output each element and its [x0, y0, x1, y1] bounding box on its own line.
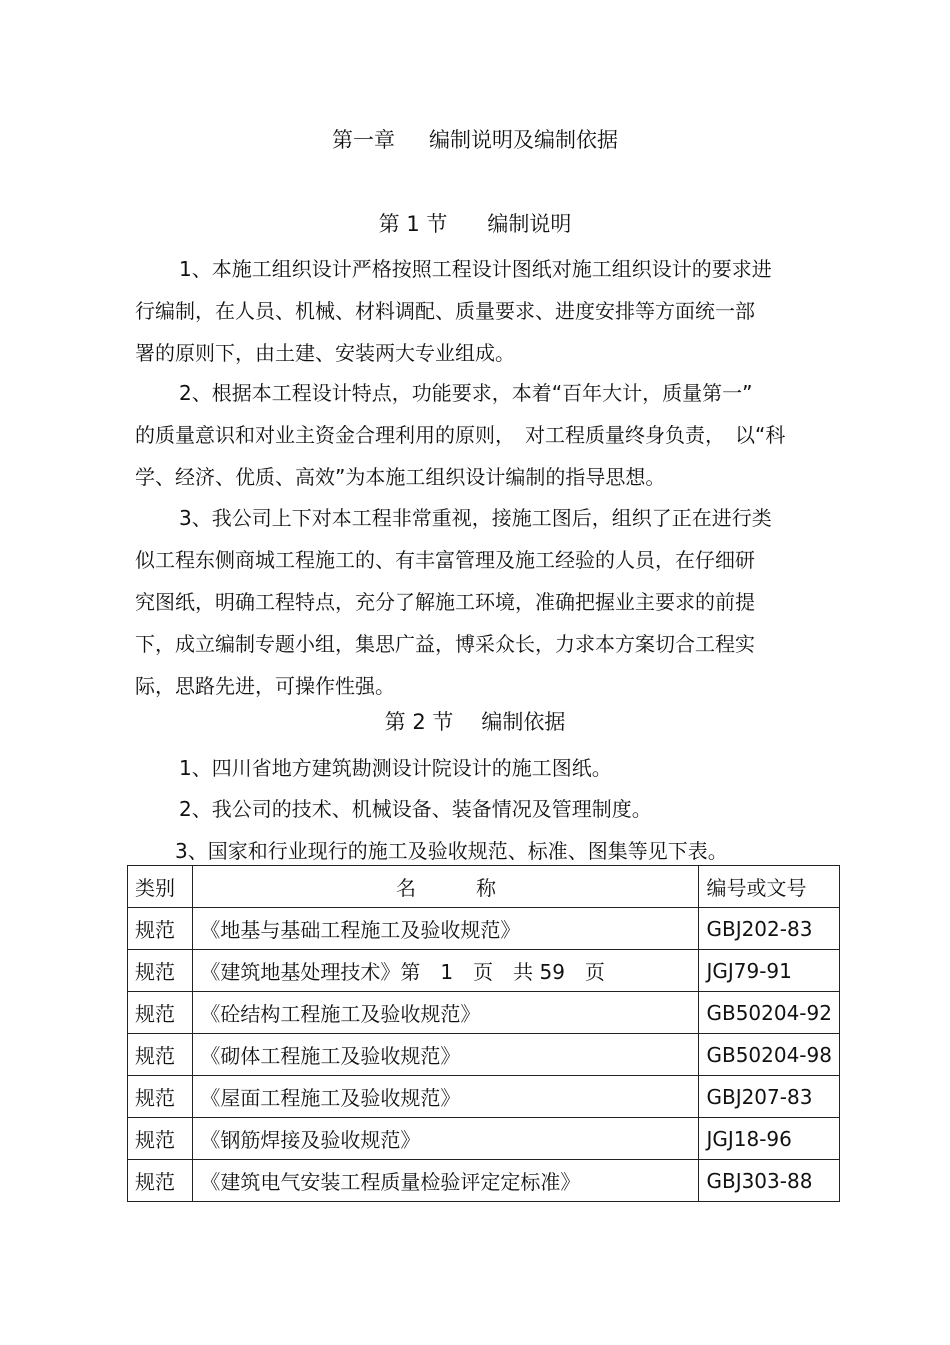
cell-code: GBJ303-88	[699, 1160, 840, 1202]
table-row	[128, 1118, 840, 1160]
cell-code: JGJ18-96	[699, 1118, 840, 1160]
section-2-number: 第 2 节	[384, 710, 454, 734]
paragraph-line: 际，思路先进，可操作性强。	[135, 674, 395, 698]
table-row	[128, 992, 840, 1034]
cell-name: 《砌体工程施工及验收规范》	[193, 1034, 699, 1076]
paragraph-line: 似工程东侧商城工程施工的、有丰富管理及施工经验的人员，在仔细研	[135, 548, 755, 572]
cell-code: GB50204-92	[699, 992, 840, 1034]
cell-code: GBJ207-83	[699, 1076, 840, 1118]
cell-name: 《砼结构工程施工及验收规范》	[193, 992, 699, 1034]
header-name	[193, 866, 699, 908]
table-row	[128, 908, 840, 950]
cell-name: 《建筑电气安装工程质量检验评定定标准》	[193, 1160, 699, 1202]
table-row	[128, 1034, 840, 1076]
paragraph-line: 3、我公司上下对本工程非常重视，接施工图后，组织了正在进行类	[179, 506, 772, 530]
basis-item-3: 3、国家和行业现行的施工及验收规范、标准、图集等见下表。	[175, 839, 728, 863]
cell-code: JGJ79-91	[699, 950, 840, 992]
paragraph-line: 1、本施工组织设计严格按照工程设计图纸对施工组织设计的要求进	[179, 257, 772, 281]
cell-type: 规范	[128, 908, 193, 950]
cell-type: 规范	[128, 992, 193, 1034]
cell-type: 规范	[128, 1034, 193, 1076]
basis-item-1: 1、四川省地方建筑勘测设计院设计的施工图纸。	[179, 756, 612, 780]
chapter-number: 第一章	[332, 128, 395, 152]
header-name-part: 称	[475, 876, 496, 900]
paragraph-3	[135, 497, 815, 707]
cell-type: 规范	[128, 1118, 193, 1160]
table-row	[128, 1160, 840, 1202]
section-1-number: 第 1 节	[378, 212, 448, 236]
cell-name: 《钢筋焊接及验收规范》	[193, 1118, 699, 1160]
cell-type: 规范	[128, 950, 193, 992]
section-1-heading	[0, 208, 950, 240]
cell-name: 《地基与基础工程施工及验收规范》	[193, 908, 699, 950]
section-1-title: 编制说明	[487, 212, 572, 236]
cell-name: 《屋面工程施工及验收规范》	[193, 1076, 699, 1118]
cell-type: 规范	[128, 1076, 193, 1118]
paragraph-line: 行编制，在人员、机械、材料调配、质量要求、进度安排等方面统一部	[135, 299, 755, 323]
standards-table	[127, 865, 840, 1202]
cell-code: GBJ202-83	[699, 908, 840, 950]
table-header-row	[128, 866, 840, 908]
paragraph-line: 究图纸，明确工程特点，充分了解施工环境，准确把握业主要求的前提	[135, 590, 755, 614]
paragraph-line: 下，成立编制专题小组，集思广益，博采众长，力求本方案切合工程实	[135, 632, 755, 656]
chapter-title: 编制说明及编制依据	[429, 128, 618, 152]
paragraph-line: 署的原则下，由土建、安装两大专业组成。	[135, 341, 515, 365]
table-row	[128, 1076, 840, 1118]
paragraph-line: 的质量意识和对业主资金合理利用的原则， 对工程质量终身负责， 以“科	[135, 423, 786, 447]
cell-type: 规范	[128, 1160, 193, 1202]
paragraph-line: 2、根据本工程设计特点，功能要求，本着“百年大计，质量第一”	[179, 381, 753, 405]
table-row	[128, 950, 840, 992]
paragraph-2	[135, 372, 815, 498]
paragraph-1	[135, 248, 815, 374]
header-type: 类别	[128, 866, 193, 908]
basis-item-2: 2、我公司的技术、机械设备、装备情况及管理制度。	[179, 797, 652, 821]
cell-code: GB50204-98	[699, 1034, 840, 1076]
header-name-part: 名	[395, 876, 416, 900]
header-code: 编号或文号	[699, 866, 840, 908]
section-2-heading	[0, 706, 950, 738]
chapter-heading	[0, 124, 950, 156]
cell-name: 《建筑地基处理技术》第 1 页 共 59 页	[193, 950, 699, 992]
section-2-title: 编制依据	[481, 710, 566, 734]
paragraph-line: 学、经济、优质、高效”为本施工组织设计编制的指导思想。	[135, 465, 666, 489]
